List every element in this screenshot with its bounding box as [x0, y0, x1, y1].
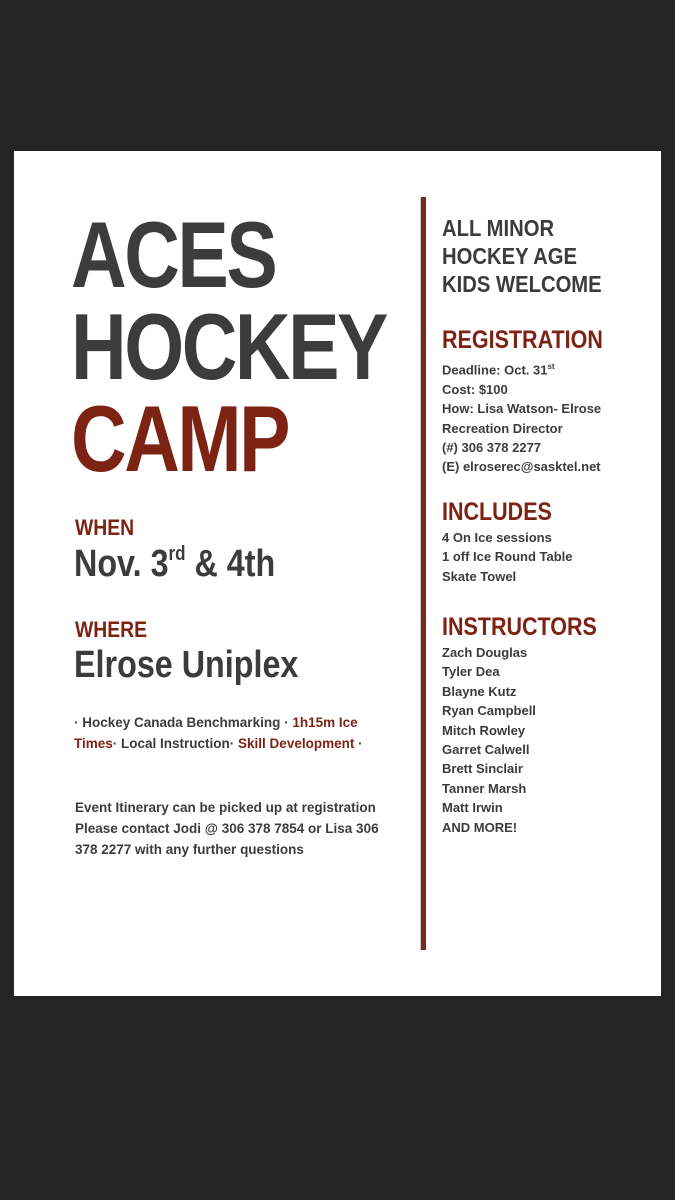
includes-heading: INCLUDES — [442, 498, 552, 526]
title-line-aces: ACES — [71, 202, 276, 307]
when-date-sup: rd — [168, 543, 186, 565]
features-prefix: · Hockey Canada Benchmarking · — [74, 715, 289, 730]
instructor-name: Tanner Marsh — [442, 780, 527, 796]
instructor-name: Garret Calwell — [442, 742, 530, 758]
instructor-name: Matt Irwin — [442, 800, 503, 816]
instructor-name: Zach Douglas — [442, 645, 528, 660]
features-suffix: · — [358, 736, 363, 751]
welcome-line-1: ALL MINOR — [442, 215, 555, 241]
instructor-name: Tyler Dea — [442, 664, 500, 680]
instructor-name: Blayne Kutz — [442, 683, 517, 699]
itinerary-note: Event Itinerary can be picked up at registration Please contact Jodi @ 306 378 7854 or Lisa 306 378 2277 with any further questions — [75, 800, 379, 857]
includes-item: 1 off Ice Round Table — [442, 549, 573, 565]
registration-details — [442, 357, 652, 477]
instructors-list — [442, 643, 652, 837]
poster — [14, 151, 661, 996]
registration-email: (E) elroserec@sasktel.net — [442, 459, 601, 475]
title-line-camp: CAMP — [71, 386, 289, 491]
deadline-text: Deadline: Oct. 31 — [442, 362, 548, 378]
features-mid: · Local Instruction· — [112, 736, 235, 751]
instructor-name: Ryan Campbell — [442, 703, 536, 719]
when-date-main: Nov. 3 — [74, 543, 169, 585]
when-label: WHEN — [75, 515, 135, 540]
welcome-line-3: KIDS WELCOME — [442, 271, 602, 297]
welcome-heading — [442, 214, 602, 298]
where-venue: Elrose Uniplex — [74, 644, 299, 686]
registration-how: How: Lisa Watson- Elrose — [442, 401, 602, 417]
deadline-sup: st — [547, 362, 555, 371]
registration-role: Recreation Director — [442, 420, 563, 436]
where-label: WHERE — [75, 617, 148, 642]
feature-skill-development: Skill Development — [238, 736, 355, 751]
camp-features — [74, 712, 404, 754]
includes-item: 4 On Ice sessions — [442, 530, 552, 545]
registration-cost: Cost: $100 — [442, 381, 508, 397]
camp-title — [71, 202, 387, 491]
title-line-hockey: HOCKEY — [71, 294, 387, 399]
includes-item: Skate Towel — [442, 568, 517, 584]
welcome-line-2: HOCKEY AGE — [442, 243, 577, 269]
instructor-name: Brett Sinclair — [442, 761, 523, 777]
registration-phone: (#) 306 378 2277 — [442, 439, 542, 455]
instructor-more: AND MORE! — [442, 819, 518, 835]
instructor-name: Mitch Rowley — [442, 722, 526, 738]
when-date — [74, 543, 275, 586]
vertical-divider — [421, 197, 426, 950]
when-date-rest: & 4th — [185, 543, 276, 585]
registration-deadline — [442, 357, 652, 380]
registration-heading: REGISTRATION — [442, 326, 603, 354]
instructors-heading: INSTRUCTORS — [442, 613, 597, 641]
includes-list — [442, 528, 652, 586]
feature-ice-times: 1h15m Ice Times — [74, 715, 358, 751]
